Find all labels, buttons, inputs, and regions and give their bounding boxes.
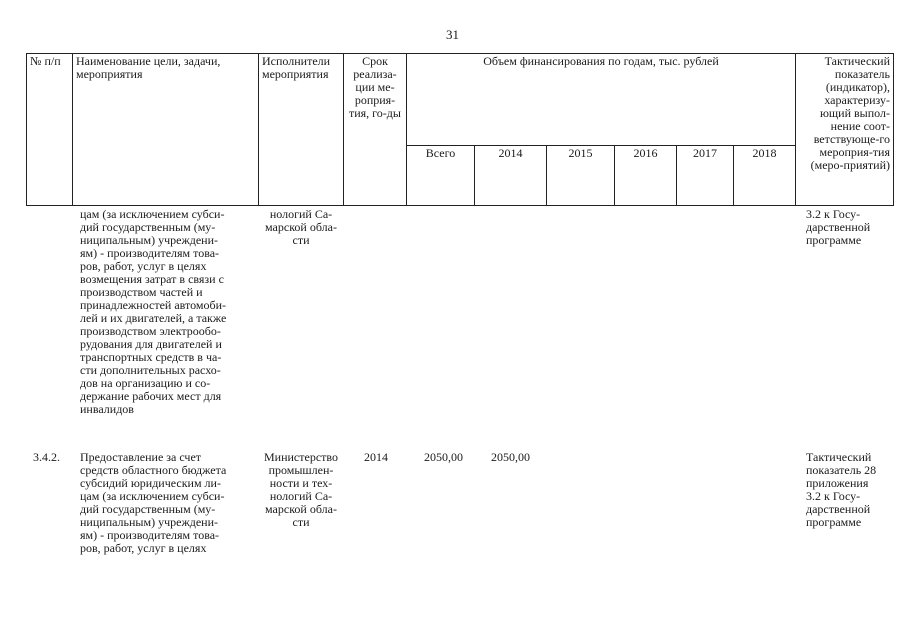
text-line: промышлен-: [268, 463, 334, 477]
row-name: [80, 451, 258, 555]
text-line: марской обла-: [265, 220, 337, 234]
text-line: ниципальным) учреждени-: [80, 515, 218, 529]
row-2014-value: 2050,00: [491, 450, 530, 464]
text-line: показатель 28: [806, 463, 877, 477]
text-line: дов на организацию и со-: [80, 376, 211, 390]
text-line: сти: [292, 233, 310, 247]
text-line: транспортных средств в ча-: [80, 350, 222, 364]
text-line: сти дополнительных расхо-: [80, 363, 221, 377]
header-col-term: Срок реализа-ции ме-роприя-тия, го-ды: [344, 54, 407, 206]
text-line: 3.2 к Госу-: [806, 207, 861, 221]
text-line: ниципальным) учреждени-: [80, 233, 218, 247]
text-line: Тактический: [806, 450, 872, 464]
text-line: лей и их двигателей, а также: [80, 311, 227, 325]
header-col-no: № п/п: [27, 54, 73, 206]
continued-row-executors: [258, 208, 344, 247]
text-line: Министерство: [264, 450, 338, 464]
text-line: нологий Са-: [269, 489, 333, 503]
text-line: рудования для двигателей и: [80, 337, 222, 351]
text-line: средств областного бюджета: [80, 463, 227, 477]
header-col-indicator: Тактический показатель (индикатор), характеризу-ющий выпол-нение соот-ветствующе-го мероприя-тия (меро-приятий): [796, 54, 894, 206]
row-term: 2014: [364, 450, 388, 464]
text-line: программе: [806, 515, 862, 529]
text-line: принадлежностей автомоби-: [80, 298, 227, 312]
text-line: субсидий юридическим ли-: [80, 476, 221, 490]
header-year-2014: 2014: [475, 146, 547, 206]
text-line: Предоставление за счет: [80, 450, 202, 464]
header-year-2016: 2016: [615, 146, 677, 206]
continued-row-indicator: [806, 208, 890, 247]
text-line: держание рабочих мест для: [80, 389, 222, 403]
row-total: 2050,00: [424, 450, 463, 464]
text-line: приложения: [806, 476, 869, 490]
text-line: дарственной: [806, 502, 871, 516]
text-line: производством электрообо-: [80, 324, 221, 338]
text-line: нологий Са-: [269, 207, 333, 221]
text-line: дий государственным (му-: [80, 220, 216, 234]
header-year-2018: 2018: [734, 146, 796, 206]
text-line: марской обла-: [265, 502, 337, 516]
header-col-funding: Объем финансирования по годам, тыс. рублей: [407, 54, 796, 146]
continued-row-name: [80, 208, 258, 416]
header-col-executors: Исполнители мероприятия: [259, 54, 344, 206]
header-year-2017: 2017: [677, 146, 734, 206]
text-line: ям) - производителям това-: [80, 528, 220, 542]
header-year-2015: 2015: [547, 146, 615, 206]
header-table: [26, 53, 894, 206]
text-line: ров, работ, услуг в целях: [80, 259, 207, 273]
text-line: ности и тех-: [269, 476, 333, 490]
text-line: возмещения затрат в связи с: [80, 272, 224, 286]
header-col-name: Наименование цели, задачи, мероприятия: [73, 54, 259, 206]
text-line: цам (за исключением субси-: [80, 489, 225, 503]
text-line: 3.2 к Госу-: [806, 489, 861, 503]
header-total: Всего: [407, 146, 475, 206]
text-line: ров, работ, услуг в целях: [80, 541, 207, 555]
text-line: производством частей и: [80, 285, 203, 299]
text-line: сти: [292, 515, 310, 529]
row-executors: [258, 451, 344, 529]
row-indicator: [806, 451, 890, 529]
text-line: цам (за исключением субси-: [80, 207, 225, 221]
text-line: дий государственным (му-: [80, 502, 216, 516]
row-number: 3.4.2.: [33, 450, 60, 464]
page-number: 31: [446, 27, 459, 42]
text-line: ям) - производителям това-: [80, 246, 220, 260]
text-line: инвалидов: [80, 402, 134, 416]
text-line: дарственной: [806, 220, 871, 234]
text-line: программе: [806, 233, 862, 247]
